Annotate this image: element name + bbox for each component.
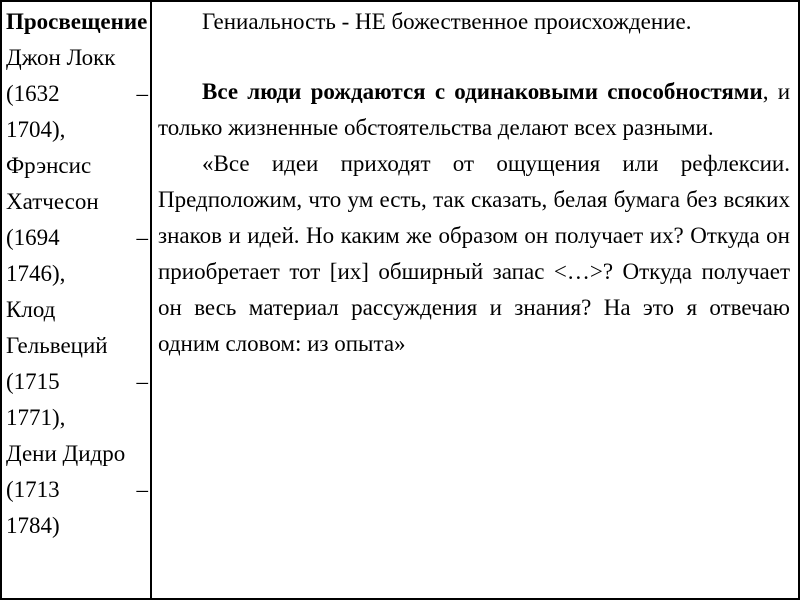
- date-dash: –: [136, 369, 148, 394]
- date-dash: –: [136, 477, 148, 502]
- paragraph-gap: [158, 40, 790, 74]
- date-end: 1746),: [6, 261, 66, 286]
- paragraph-continuation: , и только жизненные обстоятельства делают всех разными.: [158, 79, 791, 140]
- paragraph-quote: «Все идеи приходят от ощущения или рефлексии. Предположим, что ум есть, так сказать, белая бумага без всяких знаков и идей. Но каким же образом он получает их? Откуда он приобретает тот [их] обширный запас <…>? Откуда получает он весь материал рассуждения и знания? На это я отвечаю одним словом: из опыта»: [158, 151, 790, 356]
- person-dates-start: [6, 76, 148, 112]
- person-name: Клод Гельвеций: [6, 297, 108, 358]
- person-entry: [6, 40, 148, 148]
- bold-statement: Все люди рождаются с одинаковыми способностями: [202, 79, 763, 104]
- person-name: Фрэнсис Хатчесон: [6, 153, 99, 214]
- date-start: (1713: [6, 477, 60, 502]
- right-column: [152, 2, 798, 598]
- date-start: (1715: [6, 369, 60, 394]
- person-entry: [6, 148, 148, 292]
- date-start: (1694: [6, 225, 60, 250]
- person-dates-start: [6, 364, 148, 400]
- column-heading: Просвещение: [6, 9, 148, 34]
- paragraph-equality: [158, 74, 790, 146]
- person-dates-start: [6, 220, 148, 256]
- date-end: 1704),: [6, 117, 66, 142]
- person-dates-start: [6, 472, 148, 508]
- person-entry: [6, 436, 148, 544]
- date-dash: –: [136, 81, 148, 106]
- date-dash: –: [136, 225, 148, 250]
- person-name: Дени Дидро: [6, 441, 126, 466]
- date-end: 1784): [6, 513, 60, 538]
- left-column: [2, 2, 152, 598]
- paragraph-thesis: Гениальность - НЕ божественное происхождение.: [202, 9, 692, 34]
- person-entry: [6, 292, 148, 436]
- date-start: (1632: [6, 81, 60, 106]
- person-name: Джон Локк: [6, 45, 116, 70]
- date-end: 1771),: [6, 405, 66, 430]
